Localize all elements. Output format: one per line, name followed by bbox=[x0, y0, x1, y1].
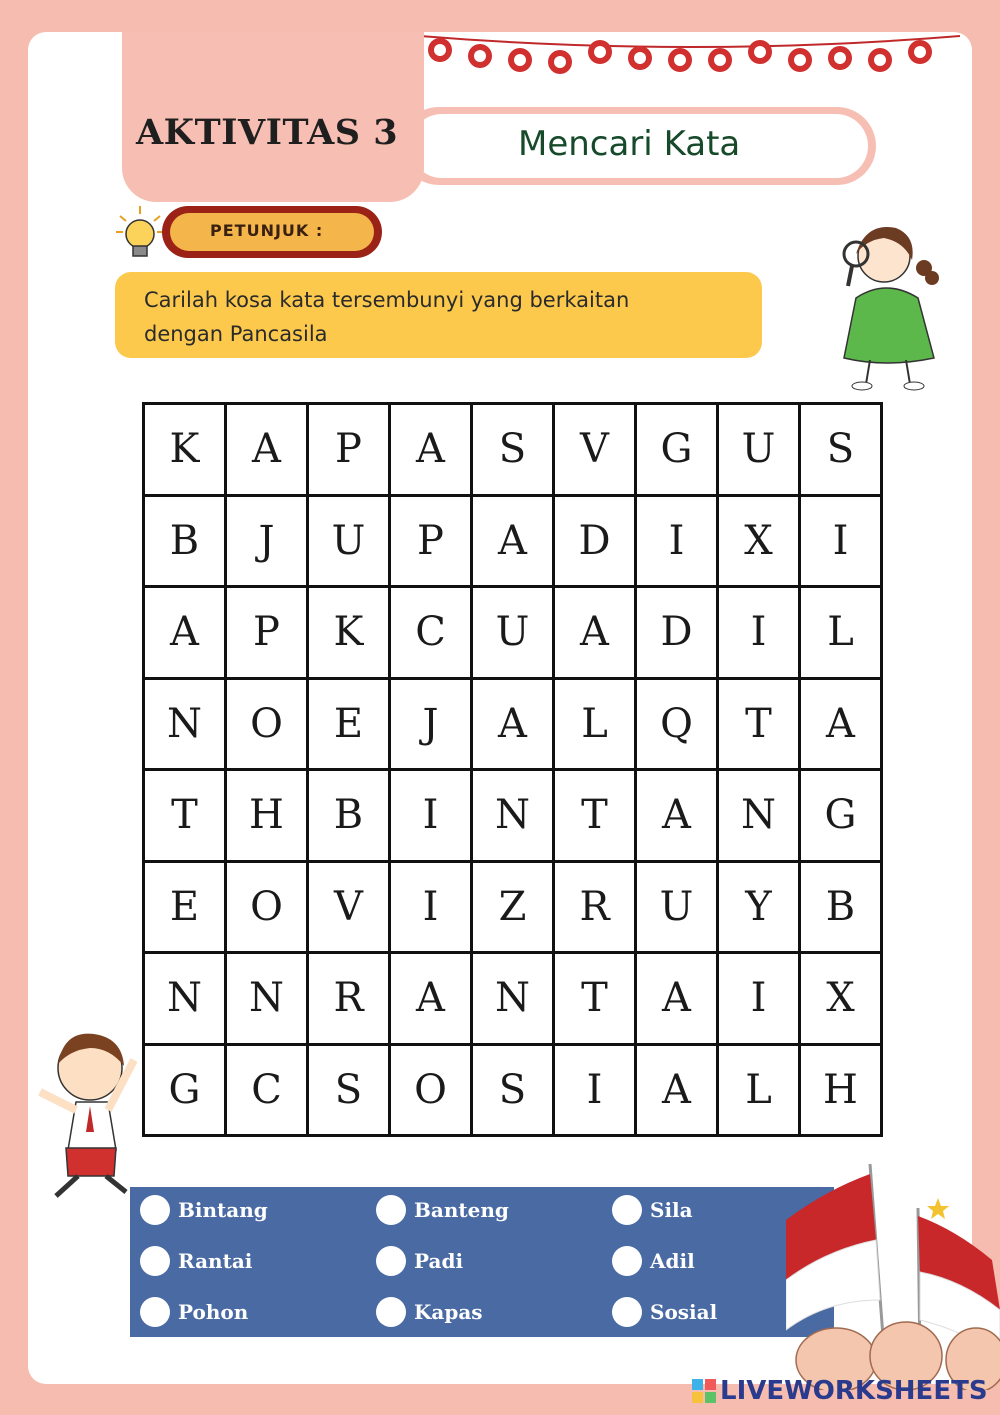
grid-cell[interactable]: G bbox=[800, 770, 882, 862]
word-label: Adil bbox=[650, 1249, 695, 1273]
grid-cell[interactable]: H bbox=[800, 1044, 882, 1136]
grid-cell[interactable]: V bbox=[554, 404, 636, 496]
grid-cell[interactable]: T bbox=[554, 953, 636, 1045]
checkbox-circle-icon[interactable] bbox=[612, 1246, 642, 1276]
grid-cell[interactable]: A bbox=[226, 404, 308, 496]
grid-cell[interactable]: A bbox=[390, 953, 472, 1045]
grid-cell[interactable]: N bbox=[472, 953, 554, 1045]
grid-cell[interactable]: N bbox=[144, 678, 226, 770]
grid-cell[interactable]: I bbox=[554, 1044, 636, 1136]
grid-cell[interactable]: O bbox=[226, 861, 308, 953]
grid-cell[interactable]: S bbox=[308, 1044, 390, 1136]
bunting-decoration bbox=[420, 32, 960, 82]
grid-cell[interactable]: L bbox=[800, 587, 882, 679]
grid-cell[interactable]: R bbox=[308, 953, 390, 1045]
grid-cell[interactable]: A bbox=[472, 678, 554, 770]
grid-cell[interactable]: N bbox=[226, 953, 308, 1045]
grid-cell[interactable]: Q bbox=[636, 678, 718, 770]
word-label: Kapas bbox=[414, 1300, 483, 1324]
word-item-banteng[interactable] bbox=[376, 1195, 509, 1225]
word-item-padi[interactable] bbox=[376, 1246, 463, 1276]
word-search-grid bbox=[142, 402, 883, 1137]
grid-cell[interactable]: N bbox=[472, 770, 554, 862]
worksheet-title: Mencari Kata bbox=[518, 124, 741, 164]
grid-cell[interactable]: L bbox=[718, 1044, 800, 1136]
grid-row bbox=[144, 678, 882, 770]
grid-cell[interactable]: A bbox=[390, 404, 472, 496]
grid-cell[interactable]: E bbox=[308, 678, 390, 770]
grid-cell[interactable]: G bbox=[144, 1044, 226, 1136]
grid-cell[interactable]: H bbox=[226, 770, 308, 862]
checkbox-circle-icon[interactable] bbox=[140, 1297, 170, 1327]
grid-cell[interactable]: U bbox=[636, 861, 718, 953]
word-item-pohon[interactable] bbox=[140, 1297, 248, 1327]
grid-cell[interactable]: X bbox=[800, 953, 882, 1045]
grid-cell[interactable]: U bbox=[718, 404, 800, 496]
word-item-kapas[interactable] bbox=[376, 1297, 483, 1327]
grid-cell[interactable]: K bbox=[308, 587, 390, 679]
grid-cell[interactable]: A bbox=[636, 953, 718, 1045]
grid-cell[interactable]: P bbox=[308, 404, 390, 496]
grid-row bbox=[144, 770, 882, 862]
grid-cell[interactable]: O bbox=[390, 1044, 472, 1136]
grid-cell[interactable]: S bbox=[472, 1044, 554, 1136]
grid-cell[interactable]: I bbox=[718, 953, 800, 1045]
grid-row bbox=[144, 1044, 882, 1136]
grid-cell[interactable]: S bbox=[472, 404, 554, 496]
instruction-text bbox=[144, 283, 744, 351]
grid-row bbox=[144, 953, 882, 1045]
checkbox-circle-icon[interactable] bbox=[140, 1195, 170, 1225]
grid-cell[interactable]: A bbox=[144, 587, 226, 679]
grid-cell[interactable]: R bbox=[554, 861, 636, 953]
grid-cell[interactable]: U bbox=[472, 587, 554, 679]
indonesian-flags-illustration bbox=[786, 1160, 1000, 1390]
grid-row bbox=[144, 861, 882, 953]
word-label: Bintang bbox=[178, 1198, 268, 1222]
grid-cell[interactable]: A bbox=[636, 770, 718, 862]
checkbox-circle-icon[interactable] bbox=[376, 1195, 406, 1225]
word-label: Sila bbox=[650, 1198, 693, 1222]
word-item-sila[interactable] bbox=[612, 1195, 693, 1225]
word-label: Banteng bbox=[414, 1198, 509, 1222]
grid-cell[interactable]: G bbox=[636, 404, 718, 496]
grid-cell[interactable]: B bbox=[800, 861, 882, 953]
word-item-sosial[interactable] bbox=[612, 1297, 717, 1327]
checkbox-circle-icon[interactable] bbox=[140, 1246, 170, 1276]
checkbox-circle-icon[interactable] bbox=[376, 1246, 406, 1276]
grid-cell[interactable]: P bbox=[390, 495, 472, 587]
grid-cell[interactable]: O bbox=[226, 678, 308, 770]
girl-with-magnifier-illustration bbox=[826, 208, 946, 393]
grid-cell[interactable]: A bbox=[800, 678, 882, 770]
word-label: Rantai bbox=[178, 1249, 253, 1273]
grid-cell[interactable]: B bbox=[144, 495, 226, 587]
grid-cell[interactable]: A bbox=[636, 1044, 718, 1136]
grid-cell[interactable]: U bbox=[308, 495, 390, 587]
grid-cell[interactable]: N bbox=[144, 953, 226, 1045]
grid-cell[interactable]: X bbox=[718, 495, 800, 587]
grid-cell[interactable]: V bbox=[308, 861, 390, 953]
lightbulb-icon bbox=[114, 204, 166, 262]
grid-row bbox=[144, 587, 882, 679]
activity-heading: AKTIVITAS 3 bbox=[136, 112, 399, 153]
grid-cell[interactable]: C bbox=[226, 1044, 308, 1136]
grid-cell[interactable]: N bbox=[718, 770, 800, 862]
instruction-line-1: Carilah kosa kata tersembunyi yang berkaitan bbox=[144, 288, 630, 312]
instruction-line-2: dengan Pancasila bbox=[144, 322, 328, 346]
grid-cell[interactable]: T bbox=[718, 678, 800, 770]
grid-cell[interactable]: P bbox=[226, 587, 308, 679]
grid-cell[interactable]: T bbox=[554, 770, 636, 862]
liveworksheets-logo-icon bbox=[692, 1379, 716, 1403]
grid-cell[interactable]: E bbox=[144, 861, 226, 953]
grid-cell[interactable]: K bbox=[144, 404, 226, 496]
grid-cell[interactable]: I bbox=[390, 770, 472, 862]
checkbox-circle-icon[interactable] bbox=[612, 1297, 642, 1327]
jumping-boy-illustration bbox=[30, 1020, 150, 1210]
grid-cell[interactable]: T bbox=[144, 770, 226, 862]
grid-cell[interactable]: B bbox=[308, 770, 390, 862]
word-label: Sosial bbox=[650, 1300, 718, 1324]
grid-cell[interactable]: A bbox=[472, 495, 554, 587]
grid-cell[interactable]: I bbox=[718, 587, 800, 679]
brand-name: LIVEWORKSHEETS bbox=[720, 1376, 988, 1406]
checkbox-circle-icon[interactable] bbox=[612, 1195, 642, 1225]
grid-cell[interactable]: D bbox=[636, 587, 718, 679]
grid-cell[interactable]: A bbox=[554, 587, 636, 679]
hint-label-text: PETUNJUK : bbox=[210, 221, 324, 240]
grid-cell[interactable]: L bbox=[554, 678, 636, 770]
word-label: Padi bbox=[414, 1249, 464, 1273]
grid-cell[interactable]: I bbox=[800, 495, 882, 587]
grid-cell[interactable]: J bbox=[390, 678, 472, 770]
word-label: Pohon bbox=[178, 1300, 249, 1324]
grid-cell[interactable]: I bbox=[390, 861, 472, 953]
word-item-rantai[interactable] bbox=[140, 1246, 252, 1276]
grid-cell[interactable]: S bbox=[800, 404, 882, 496]
word-item-adil[interactable] bbox=[612, 1246, 695, 1276]
word-item-bintang[interactable] bbox=[140, 1195, 268, 1225]
grid-cell[interactable]: C bbox=[390, 587, 472, 679]
grid-row bbox=[144, 404, 882, 496]
grid-cell[interactable]: I bbox=[636, 495, 718, 587]
grid-cell[interactable]: D bbox=[554, 495, 636, 587]
grid-cell[interactable]: J bbox=[226, 495, 308, 587]
liveworksheets-brand bbox=[692, 1376, 988, 1406]
grid-row bbox=[144, 495, 882, 587]
checkbox-circle-icon[interactable] bbox=[376, 1297, 406, 1327]
grid-cell[interactable]: Z bbox=[472, 861, 554, 953]
grid-cell[interactable]: Y bbox=[718, 861, 800, 953]
